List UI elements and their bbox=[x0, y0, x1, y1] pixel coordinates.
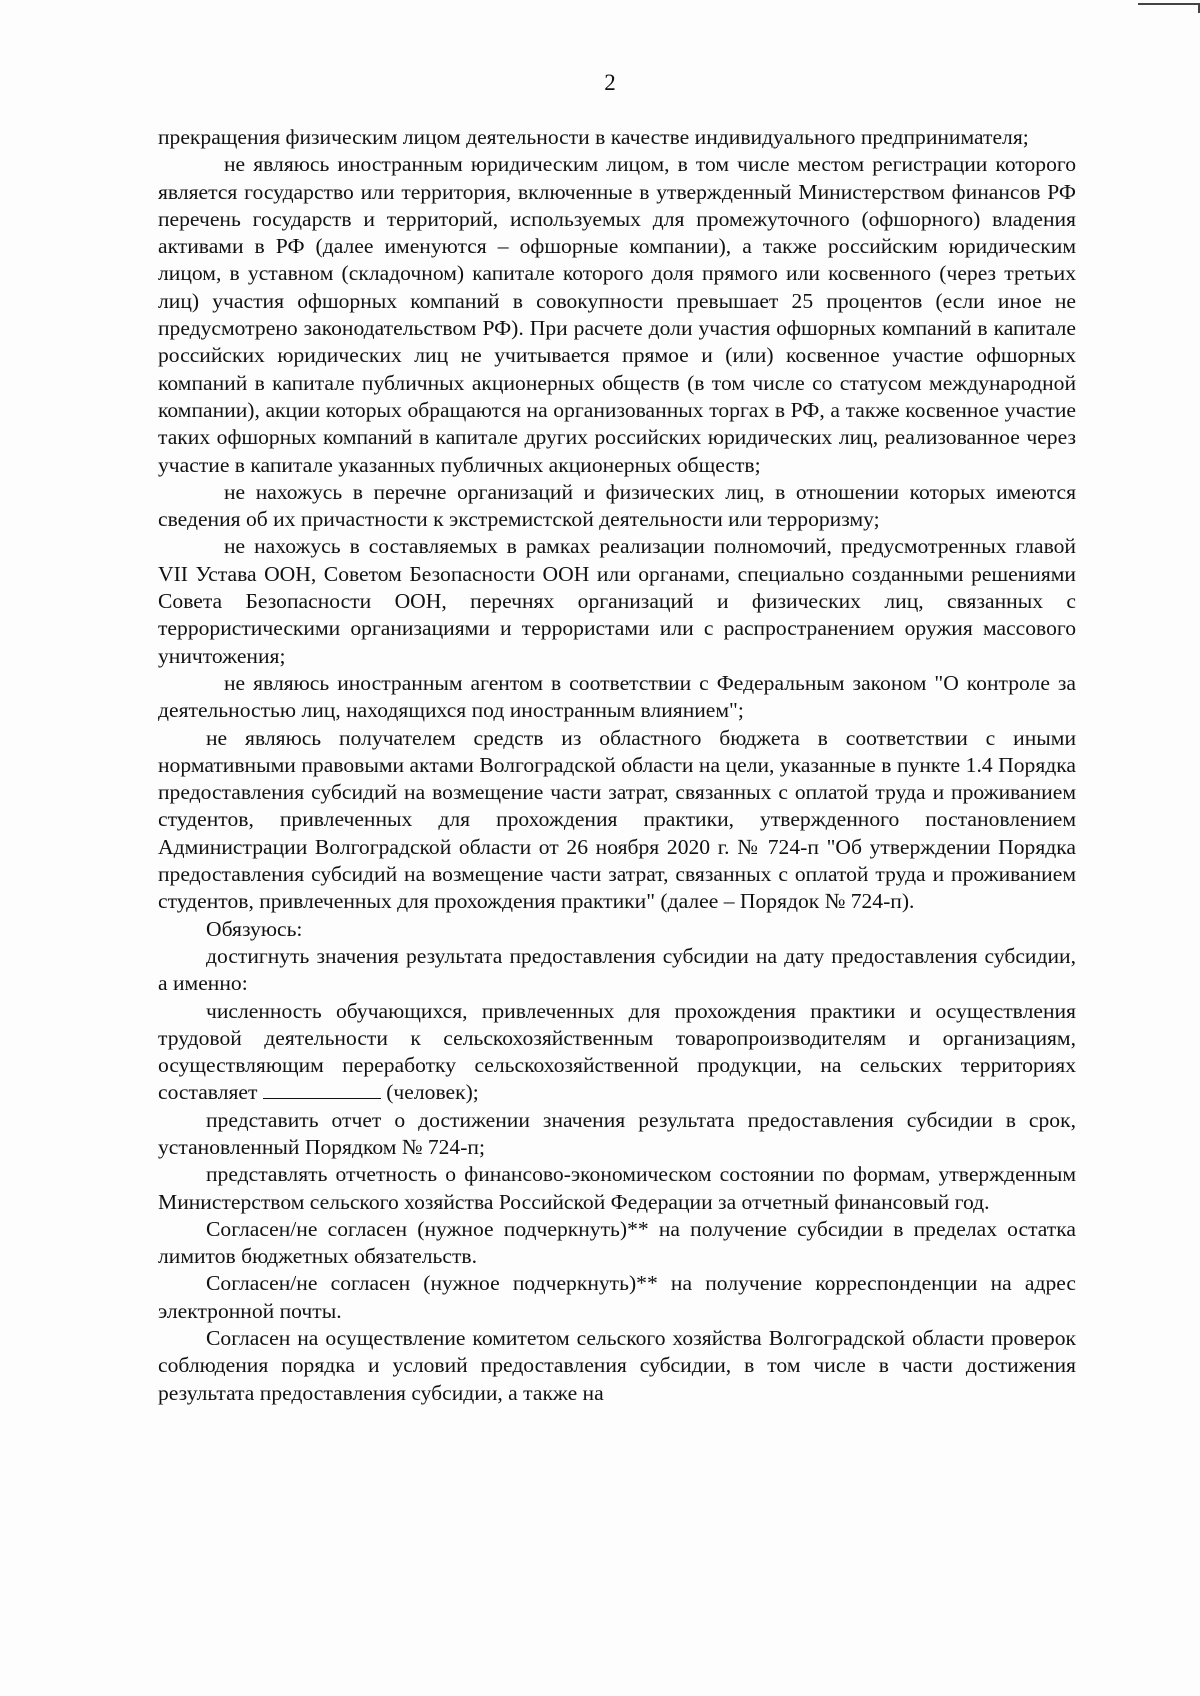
paragraph-consent-inspections: Согласен на осуществление комитетом сельского хозяйства Волгоградской области проверок соблюдения порядка и условий предоставления субсидии, в том числе в части достижения результата предоставления субсидии, а также на bbox=[158, 1326, 1076, 1405]
paragraph-report: представить отчет о достижении значения результата предоставления субсидии в срок, установленный Порядком № 724-п; bbox=[158, 1107, 1076, 1159]
paragraph-obligations-heading: Обязуюсь: bbox=[206, 916, 303, 941]
paragraph-consent-limits: Согласен/не согласен (нужное подчеркнуть)** на получение субсидии в пределах остатка лимитов бюджетных обязательств. bbox=[158, 1216, 1076, 1269]
paragraph-achieve-result: достигнуть значения результата предоставления субсидии на дату предоставления субсидии, а именно: bbox=[158, 943, 1076, 996]
paragraph-extremism-list: не нахожусь в перечне организаций и физических лиц, в отношении которых имеются сведения об их причастности к экстремистской деятельности или терроризму; bbox=[158, 479, 1076, 532]
headcount-unit: (человек); bbox=[380, 1080, 479, 1105]
scan-corner-mark bbox=[1138, 3, 1200, 5]
paragraph-entrepreneur-end: прекращения физическим лицом деятельности в качестве индивидуального предпринимателя; bbox=[158, 125, 1029, 149]
page-number: 2 bbox=[604, 70, 616, 95]
paragraph-un-sanctions: не нахожусь в составляемых в рамках реализации полномочий, предусмотренных главой VII Устава ООН, Советом Безопасности ООН или органами, специально созданными решениями Совета Безопасности ООН, перечнях организаций и физических лиц, связанных с террористическими организациями и террористами или с распространением оружия массового уничтожения; bbox=[158, 534, 1076, 668]
paragraph-foreign-agent: не являюсь иностранным агентом в соответствии с Федеральным законом "О контроле за деятельностью лиц, находящихся под иностранным влиянием"; bbox=[158, 670, 1076, 723]
paragraph-consent-email: Согласен/не согласен (нужное подчеркнуть)** на получение корреспонденции на адрес электронной почты. bbox=[158, 1271, 1076, 1323]
paragraph-financial-reporting: представлять отчетность о финансово-экономическом состоянии по формам, утвержденным Министерством сельского хозяйства Российской Федерации за отчетный финансовый год. bbox=[158, 1162, 1076, 1214]
paragraph-budget-recipient: не являюсь получателем средств из областного бюджета в соответствии с иными нормативными правовыми актами Волгоградской области на цели, указанные в пункте 1.4 Порядка предоставления субсидий на возмещение части затрат, связанных с оплатой труда и проживанием студентов, привлеченных для прохождения практики, утвержденного постановлением Администрации Волгоградской области от 26 ноября 2020 г. № 724-п "Об утверждении Порядка предоставления субсидий на возмещение части затрат, связанных с оплатой труда и проживанием студентов, привлеченных для прохождения практики" (далее – Порядок № 724-п). bbox=[158, 725, 1076, 914]
paragraph-offshore: не являюсь иностранным юридическим лицом, в том числе местом регистрации которого является государство или территория, включенные в утвержденный Министерством финансов РФ перечень государств и территорий, используемых для промежуточного (офшорного) владения активами в РФ (далее именуются – офшорные компании), а также российским юридическим лицом, в уставном (складочном) капитале которого доля прямого или косвенного (через третьих лиц) участия офшорных компаний в совокупности превышает 25 процентов (если иное не предусмотрено законодательством РФ). При расчете доли участия офшорных компаний в капитале российских юридических лиц не учитывается прямое и (или) косвенное участие офшорных компаний в капитале публичных акционерных обществ (в том числе со статусом международной компании), акции которых обращаются на организованных торгах в РФ, а также косвенное участие таких офшорных компаний в капитале других российских юридических лиц, реализованное через участие в капитале указанных публичных акционерных обществ; bbox=[158, 152, 1076, 477]
document-body bbox=[158, 124, 1076, 1407]
headcount-text: численность обучающихся, привлеченных для прохождения практики и осуществления трудовой деятельности к сельскохозяйственным товаропроизводителям и организациям, осуществляющим переработку сельскохозяйственной продукции, на сельских территориях составляет bbox=[158, 998, 1076, 1105]
headcount-blank-field[interactable] bbox=[263, 1080, 381, 1099]
paragraph-headcount bbox=[158, 998, 1076, 1107]
